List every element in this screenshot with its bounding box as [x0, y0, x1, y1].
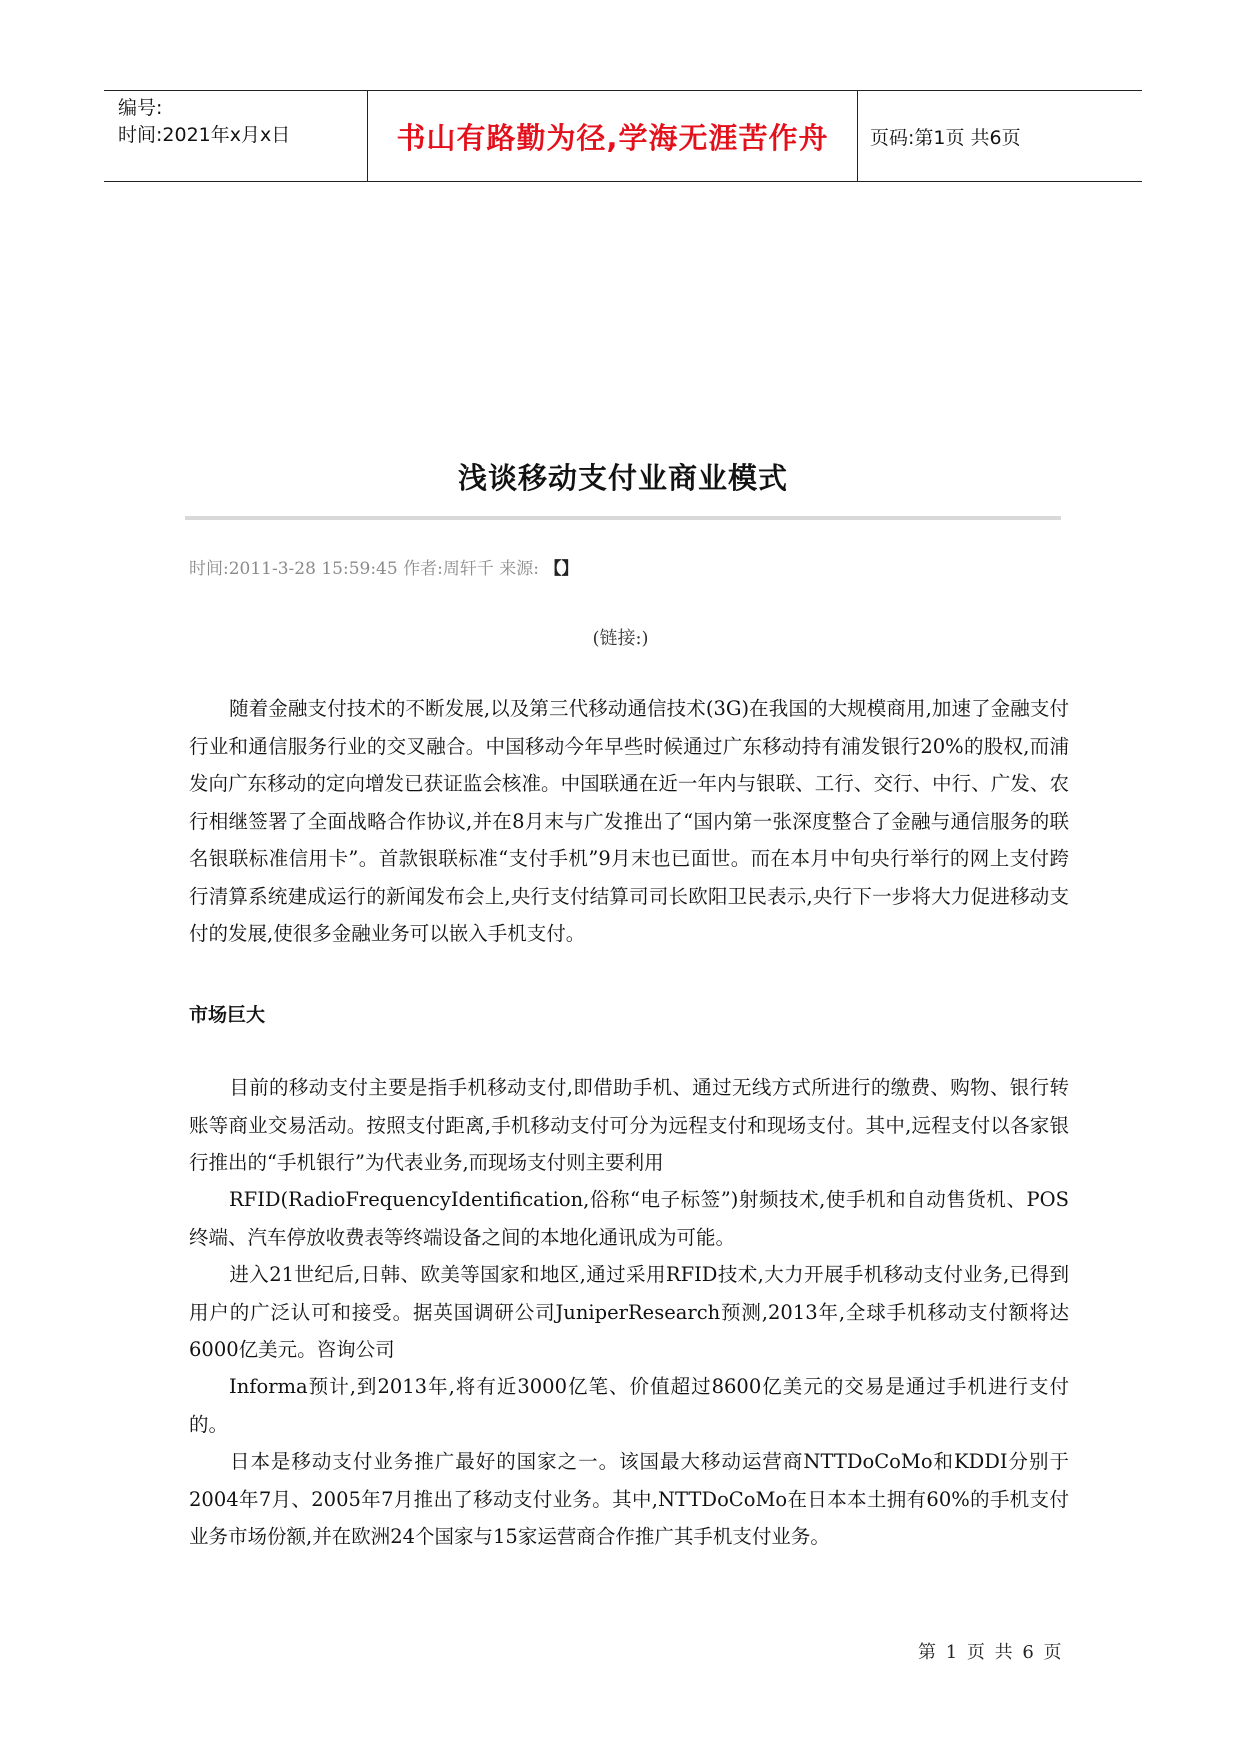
section-heading: 市场巨大 — [189, 1004, 266, 1026]
header-info-cell — [104, 91, 368, 181]
article-meta — [189, 554, 578, 579]
body-paragraph-text: 进入21世纪后,日韩、欧美等国家和地区,通过采用RFID技术,大力开展手机移动支付业务,已得到用户的广泛认可和接受。据英国调研公司JuniperResearch预测,2013年,全球手机移动支付额将达6000亿美元。咨询公司 — [189, 1263, 1069, 1361]
intro-paragraph — [189, 690, 1069, 953]
article-meta-text: 时间:2011-3-28 15:59:45 作者:周轩千 来源: — [189, 559, 539, 579]
intro-paragraph-text: 随着金融支付技术的不断发展,以及第三代移动通信技术(3G)在我国的大规模商用,加速了金融支付行业和通信服务行业的交叉融合。中国移动今年早些时候通过广东移动持有浦发银行20%的股权,而浦发向广东移动的定向增发已获证监会核准。中国联通在近一年内与银联、工行、交行、中行、广发、农行相继签署了全面战略合作协议,并在8月末与广发推出了“国内第一张深度整合了金融与通信服务的联名银联标准信用卡”。首款银联标准“支付手机”9月末也已面世。而在本月中旬央行举行的网上支付跨行清算系统建成运行的新闻发布会上,央行支付结算司司长欧阳卫民表示,央行下一步将大力促进移动支付的发展,使很多金融业务可以嵌入手机支付。 — [189, 697, 1069, 945]
footer-page-number: 第 1 页 共 6 页 — [918, 1642, 1064, 1663]
date-label: 时间:2021年x月x日 — [118, 124, 291, 146]
title-divider — [185, 516, 1061, 520]
body-paragraph — [189, 1368, 1069, 1443]
header-page-number: 页码:第1页 共6页 — [870, 126, 1021, 149]
header-motto: 书山有路勤为径,学海无涯苦作舟 — [368, 91, 858, 181]
body-paragraph — [189, 1443, 1069, 1556]
document-header — [104, 90, 1142, 182]
body-paragraph — [189, 1256, 1069, 1369]
body-paragraph — [189, 1069, 1069, 1182]
serial-number-label: 编号: — [118, 97, 163, 119]
link-line: (链接:) — [592, 628, 649, 649]
body-paragraph — [189, 1181, 1069, 1256]
source-bracket: 【】 — [544, 559, 579, 579]
body-paragraph-text: 日本是移动支付业务推广最好的国家之一。该国最大移动运营商NTTDoCoMo和KDDI分别于2004年7月、2005年7月推出了移动支付业务。其中,NTTDoCoMo在日本本土拥有60%的手机支付业务市场份额,并在欧洲24个国家与15家运营商合作推广其手机支付业务。 — [189, 1450, 1069, 1548]
body-paragraph-text: Informa预计,到2013年,将有近3000亿笔、价值超过8600亿美元的交易是通过手机进行支付的。 — [189, 1375, 1069, 1436]
body-paragraph-text: 目前的移动支付主要是指手机移动支付,即借助手机、通过无线方式所进行的缴费、购物、银行转账等商业交易活动。按照支付距离,手机移动支付可分为远程支付和现场支付。其中,远程支付以各家银行推出的“手机银行”为代表业务,而现场支付则主要利用 — [189, 1076, 1069, 1174]
body-paragraph-text: RFID(RadioFrequencyIdentification,俗称“电子标签”)射频技术,使手机和自动售货机、POS终端、汽车停放收费表等终端设备之间的本地化通讯成为可能。 — [189, 1188, 1069, 1249]
article-title: 浅谈移动支付业商业模式 — [457, 461, 788, 495]
